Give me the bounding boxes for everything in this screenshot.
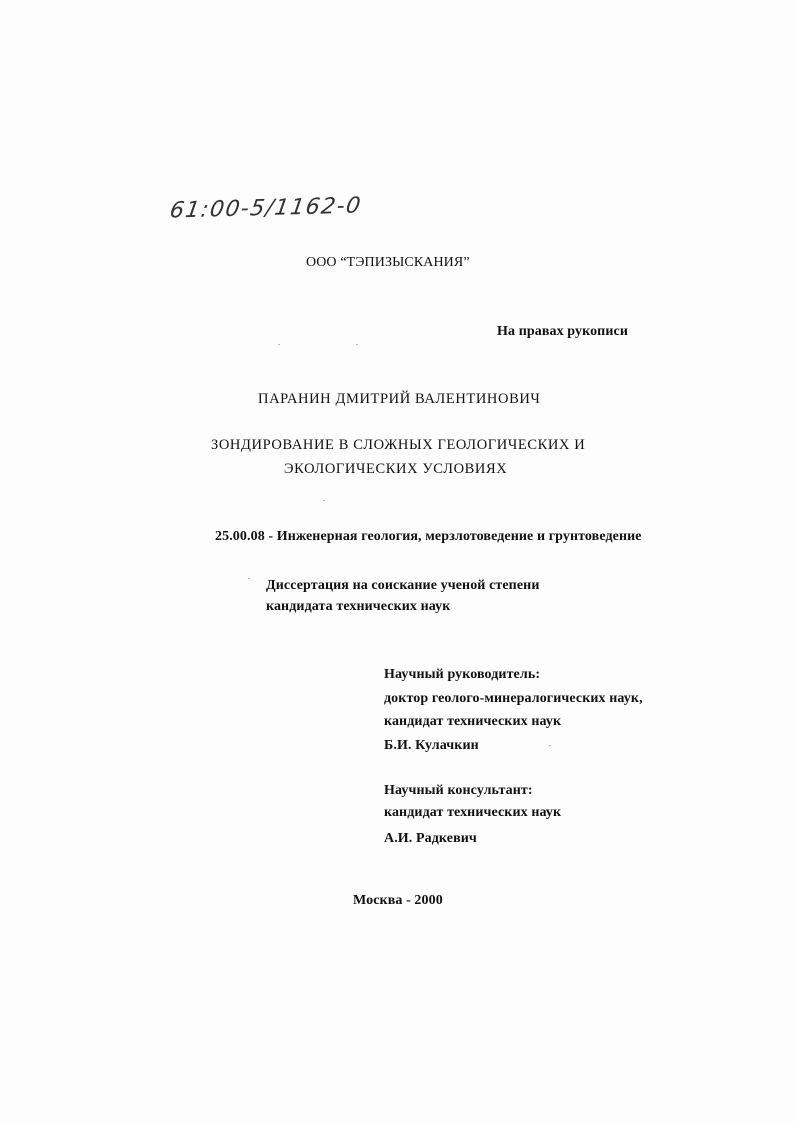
scan-speck <box>549 745 551 746</box>
author-name: ПАРАНИН ДМИТРИЙ ВАЛЕНТИНОВИЧ <box>258 391 541 407</box>
place-year: Москва - 2000 <box>353 893 443 908</box>
scan-speck <box>356 344 358 345</box>
degree-line-2: кандидата технических наук <box>266 599 451 614</box>
consultant-degree: кандидат технических наук <box>384 805 562 820</box>
specialty-code: 25.00.08 - Инженерная геология, мерзлотоведение и грунтоведение <box>215 529 642 544</box>
organization-name: ООО “ТЭПИЗЫСКАНИЯ” <box>306 255 470 270</box>
supervisor-name: Б.И. Кулачкин <box>384 738 479 753</box>
archive-stamp: 61:00-5/1162-0 <box>168 193 364 224</box>
scan-speck <box>278 344 280 345</box>
consultant-name: А.И. Радкевич <box>384 831 477 846</box>
consultant-role: Научный консультант: <box>384 783 533 798</box>
rights-note: На правах рукописи <box>497 324 628 339</box>
title-line-2: ЭКОЛОГИЧЕСКИХ УСЛОВИЯХ <box>284 461 508 477</box>
scan-speck <box>323 500 325 501</box>
supervisor-degree-1: доктор геолого-минералогических наук, <box>384 691 643 706</box>
scan-speck <box>248 578 250 579</box>
supervisor-role: Научный руководитель: <box>384 667 541 682</box>
degree-line-1: Диссертация на соискание ученой степени <box>266 578 540 593</box>
supervisor-degree-2: кандидат технических наук <box>384 714 562 729</box>
title-line-1: ЗОНДИРОВАНИЕ В СЛОЖНЫХ ГЕОЛОГИЧЕСКИХ И <box>211 437 586 453</box>
